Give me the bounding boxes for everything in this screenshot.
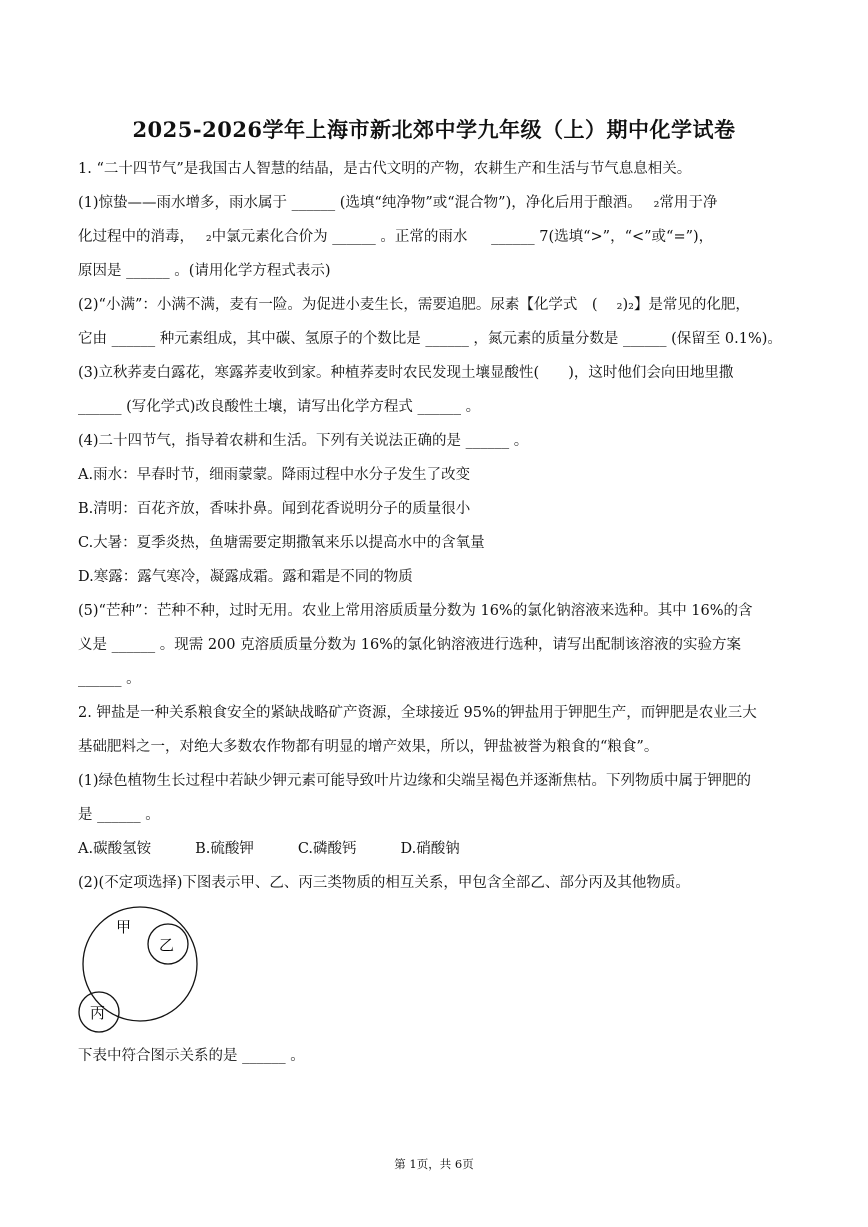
q2-intro-line1: 2. 钾盐是一种关系粮食安全的紧缺战略矿产资源，全球接近 95%的钾盐用于钾肥生产，而钾肥是农业三大 [78, 705, 757, 721]
q1-option-c: C.大暑：夏季炎热，鱼塘需要定期撒氧来乐以提高水中的含氧量 [78, 535, 485, 551]
q2-part2-line1: (2)(不定项选择)下图表示甲、乙、丙三类物质的相互关系，甲包含全部乙、部分丙及其他物质。 [78, 875, 690, 891]
q1-part4-line1: (4)二十四节气，指导着农耕和生活。下列有关说法正确的是 ______ 。 [78, 433, 529, 449]
q2-part1-line1: (1)绿色植物生长过程中若缺少钾元素可能导致叶片边缘和尖端呈褐色并逐渐焦枯。下列物质中属于钾肥的 [78, 773, 752, 789]
q2-intro-line2: 基础肥料之一，对绝大多数农作物都有明显的增产效果，所以，钾盐被誉为粮食的“粮食”。 [78, 739, 659, 755]
question-2-tail [78, 1039, 790, 1073]
q2-option-d: D.硝酸钠 [400, 841, 460, 857]
q1-part5-line1: (5)“芒种”：芒种不种，过时无用。农业上常用溶质质量分数为 16%的氯化钠溶液来选种。其中 16%的含 [78, 603, 753, 619]
label-jia: 甲 [116, 918, 132, 936]
question-2 [78, 696, 790, 900]
page-title: 2025-2026学年上海市新北郊中学九年级（上）期中化学试卷 [132, 117, 736, 142]
q1-part2-line1: (2)“小满”：小满不满，麦有一险。为促进小麦生长，需要追肥。尿素【化学式 ( ₂)₂】是常见的化肥， [78, 297, 750, 313]
q1-option-a: A.雨水：早春时节，细雨蒙蒙。降雨过程中水分子发生了改变 [78, 467, 471, 483]
q1-part1-line2: 化过程中的消毒， ₂中氯元素化合价为 ______ 。正常的雨水 ______ 7(选填“>”，“<”或“=”)， [78, 229, 714, 245]
label-bing: 丙 [90, 1004, 106, 1022]
q2-options [78, 832, 790, 866]
q1-option-b: B.清明：百花齐放，香味扑鼻。闻到花香说明分子的质量很小 [78, 501, 471, 517]
q1-part3-line1: (3)立秋荞麦白露花，寒露荞麦收到家。种植荞麦时农民发现土壤显酸性( )，这时他们会向田地里撒 [78, 365, 734, 381]
venn-diagram [78, 906, 218, 1036]
q1-part1-line3: 原因是 ______ 。(请用化学方程式表示) [78, 263, 331, 279]
q2-part1-line2: 是 ______ 。 [78, 807, 160, 823]
q1-intro: 1. “二十四节气”是我国古人智慧的结晶，是古代文明的产物，农耕生产和生活与节气息息相关。 [78, 161, 692, 177]
q1-part1-line1: (1)惊蛰——雨水增多，雨水属于 ______ (选填“纯净物”或“混合物”)，净化后用于酿酒。 ₂常用于净 [78, 195, 718, 211]
q2-option-b: B.硫酸钾 [195, 841, 254, 857]
page-footer: 第 1页，共 6页 [394, 1157, 474, 1171]
question-1 [78, 152, 790, 696]
q1-part5-line2: 义是 ______ 。现需 200 克溶质质量分数为 16%的氯化钠溶液进行选种，请写出配制该溶液的实验方案 [78, 637, 741, 653]
q1-option-d: D.寒露：露气寒冷，凝露成霜。露和霜是不同的物质 [78, 569, 413, 585]
label-yi: 乙 [159, 936, 175, 954]
q2-option-c: C.磷酸钙 [297, 841, 357, 857]
q2-option-a: A.碳酸氢铵 [78, 841, 152, 857]
q1-part3-line2: ______ (写化学式)改良酸性土壤，请写出化学方程式 ______ 。 [78, 399, 481, 415]
q1-part2-line2: 它由 ______ 种元素组成，其中碳、氢原子的个数比是 ______ ，氮元素的质量分数是 ______ (保留至 0.1%)。 [78, 331, 782, 347]
q2-part2-line2: 下表中符合图示关系的是 ______ 。 [78, 1048, 305, 1064]
q1-part5-line3: ______ 。 [78, 671, 141, 687]
